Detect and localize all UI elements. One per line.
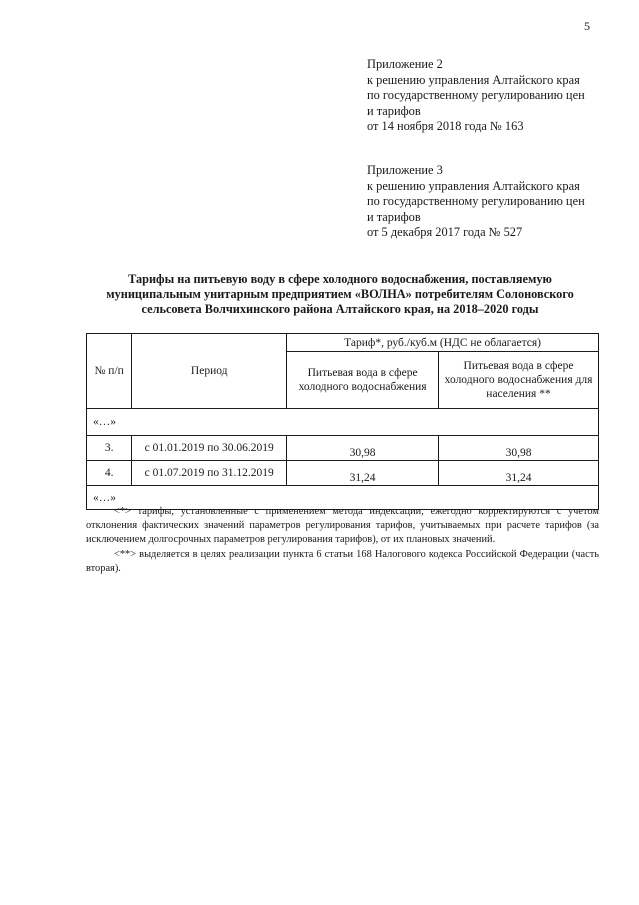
annex-3-line: Приложение 3 (367, 163, 443, 177)
row-number: 3. (87, 436, 132, 461)
row-tariff-general: 31,24 (287, 461, 439, 486)
annex-2-header (367, 57, 585, 135)
header-period: Период (132, 334, 287, 409)
annex-3-line: и тарифов (367, 209, 421, 224)
annex-3-line: к решению управления Алтайского края (367, 178, 580, 193)
row-period: с 01.07.2019 по 31.12.2019 (132, 461, 287, 486)
ellipsis-top: «…» (87, 409, 599, 436)
annex-2-line: Приложение 2 (367, 57, 443, 71)
table-row (87, 436, 599, 461)
footnotes (86, 505, 599, 576)
annex-3-header (367, 163, 585, 241)
annex-2-line: к решению управления Алтайского края (367, 72, 580, 87)
row-number: 4. (87, 461, 132, 486)
annex-3-line: по государственному регулированию цен (367, 194, 585, 209)
row-tariff-population: 30,98 (439, 436, 599, 461)
table-row (87, 461, 599, 486)
row-period: с 01.01.2019 по 30.06.2019 (132, 436, 287, 461)
row-tariff-population: 31,24 (439, 461, 599, 486)
ellipsis-bottom: «…» (87, 486, 599, 510)
title-line: Тарифы на питьевую воду в сфере холодного водоснабжения, поставляемую (128, 272, 552, 286)
annex-2-line: и тарифов (367, 103, 421, 118)
header-drinking-water-population: Питьевая вода в сфере холодного водоснабжения для населения ** (439, 352, 599, 409)
document-title (60, 272, 620, 317)
page-number: 5 (584, 19, 590, 33)
header-number: № п/п (87, 334, 132, 409)
title-line: муниципальным унитарным предприятием «ВОЛНА» потребителям Солоновского (106, 287, 574, 301)
table-header-row (87, 334, 599, 352)
row-tariff-general: 30,98 (287, 436, 439, 461)
header-drinking-water: Питьевая вода в сфере холодного водоснабжения (287, 352, 439, 409)
tariff-table (86, 333, 599, 510)
footnote-indexation: <*> тарифы, установленные с применением метода индексации, ежегодно корректируются с учетом отклонения фактических значений параметров регулирования тарифов, учитываемых при расчете тарифов (за исключением долгосрочных параметров регулирования тарифов), от их плановых значений. (86, 506, 599, 546)
annex-3-line: от 5 декабря 2017 года № 527 (367, 225, 523, 240)
header-tariff: Тариф*, руб./куб.м (НДС не облагается) (287, 334, 599, 352)
table-ellipsis-row (87, 409, 599, 436)
footnote-tax-code: <**> выделяется в целях реализации пункта 6 статьи 168 Налогового кодекса Российской Федерации (часть вторая). (86, 548, 599, 574)
title-line: сельсовета Волчихинского района Алтайского края, на 2018–2020 годы (141, 302, 539, 316)
annex-2-line: от 14 ноября 2018 года № 163 (367, 119, 524, 134)
annex-2-line: по государственному регулированию цен (367, 88, 585, 103)
